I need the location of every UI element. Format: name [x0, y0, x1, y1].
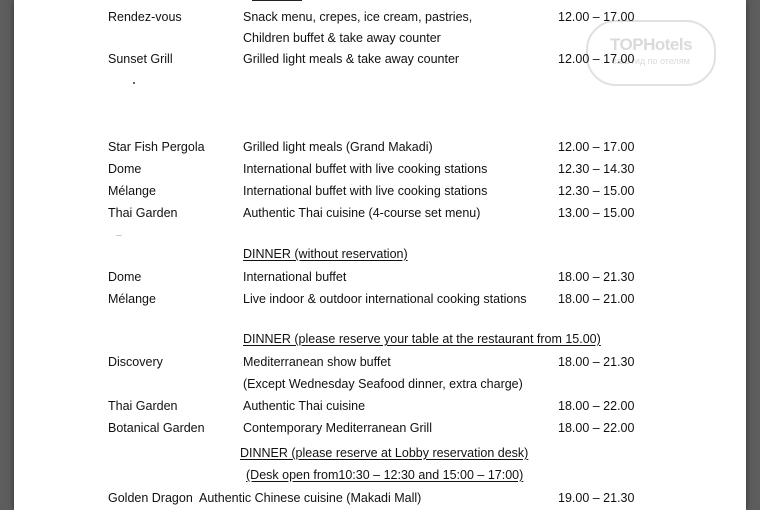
venue-name: Rendez-vous: [108, 10, 182, 24]
section-heading: DINNER (please reserve at Lobby reservation desk): [240, 446, 529, 460]
menu-row: [14, 139, 746, 161]
menu-row: [14, 398, 746, 420]
venue-hours: 13.00 – 15.00: [558, 206, 635, 220]
section-heading: DINNER (please reserve your table at the restaurant from 15.00): [243, 332, 601, 346]
section-underline: [252, 0, 302, 1]
venue-description: Contemporary Mediterranean Grill: [243, 421, 432, 435]
venue-description: Snack menu, crepes, ice cream, pastries,: [243, 10, 473, 24]
menu-row: [14, 9, 746, 31]
venue-hours: 18.00 – 22.00: [558, 421, 635, 435]
venue-hours: 18.00 – 21.30: [558, 355, 635, 369]
venue-name: Thai Garden: [108, 399, 178, 413]
venue-description: Authentic Thai cuisine (4-course set menu): [243, 206, 481, 220]
venue-description: International buffet: [243, 270, 347, 284]
venue-hours: 12.30 – 15.00: [558, 184, 635, 198]
menu-row: [14, 291, 746, 313]
venue-hours: 12.30 – 14.30: [558, 162, 635, 176]
menu-row: [14, 205, 746, 227]
venue-description: Grilled light meals (Grand Makadi): [243, 140, 433, 154]
venue-hours: 18.00 – 21.30: [558, 270, 635, 284]
venue-hours: 12.00 – 17.00: [558, 52, 635, 66]
venue-description: Grilled light meals & take away counter: [243, 52, 460, 66]
venue-description: Authentic Chinese cuisine (Makadi Mall): [199, 491, 422, 505]
venue-hours: 18.00 – 22.00: [558, 399, 635, 413]
venue-hours: 12.00 – 17.00: [558, 10, 635, 24]
menu-page: [14, 0, 746, 510]
scan-speck: [116, 235, 122, 236]
venue-hours: 12.00 – 17.00: [558, 140, 635, 154]
venue-name: Golden Dragon: [108, 491, 193, 505]
menu-row: [14, 420, 746, 442]
venue-description: Authentic Thai cuisine: [243, 399, 366, 413]
section-subheading: (Desk open from10:30 – 12:30 and 15:00 – 17:00): [246, 468, 524, 482]
menu-row: [14, 354, 746, 376]
venue-description: International buffet with live cooking stations: [243, 184, 488, 198]
watermark-brand: TOPHotels: [609, 35, 693, 54]
menu-row: [14, 161, 746, 183]
venue-description: Children buffet & take away counter: [243, 31, 441, 45]
menu-row: [14, 30, 746, 52]
venue-name: Botanical Garden: [108, 421, 205, 435]
venue-description: (Except Wednesday Seafood dinner, extra charge): [243, 377, 523, 391]
venue-name: Discovery: [108, 355, 163, 369]
menu-row: [14, 51, 746, 73]
section-heading: DINNER (without reservation): [243, 247, 408, 261]
venue-description: Live indoor & outdoor international cooking stations: [243, 292, 527, 306]
venue-name: Dome: [108, 270, 142, 284]
venue-description: Mediterranean show buffet: [243, 355, 391, 369]
venue-description: International buffet with live cooking stations: [243, 162, 488, 176]
watermark-tagline: ваш гид по отелям: [612, 56, 690, 66]
menu-row: [14, 490, 746, 510]
menu-row: [14, 376, 746, 398]
venue-hours: 18.00 – 21.00: [558, 292, 635, 306]
scan-speck: [133, 82, 135, 84]
venue-name: Mélange: [108, 184, 156, 198]
venue-hours: 19.00 – 21.30: [558, 491, 635, 505]
menu-row: [14, 183, 746, 205]
venue-name: Sunset Grill: [108, 52, 173, 66]
venue-name: Mélange: [108, 292, 156, 306]
venue-name: Thai Garden: [108, 206, 178, 220]
venue-name: Star Fish Pergola: [108, 140, 205, 154]
venue-name: Dome: [108, 162, 142, 176]
menu-row: [14, 269, 746, 291]
